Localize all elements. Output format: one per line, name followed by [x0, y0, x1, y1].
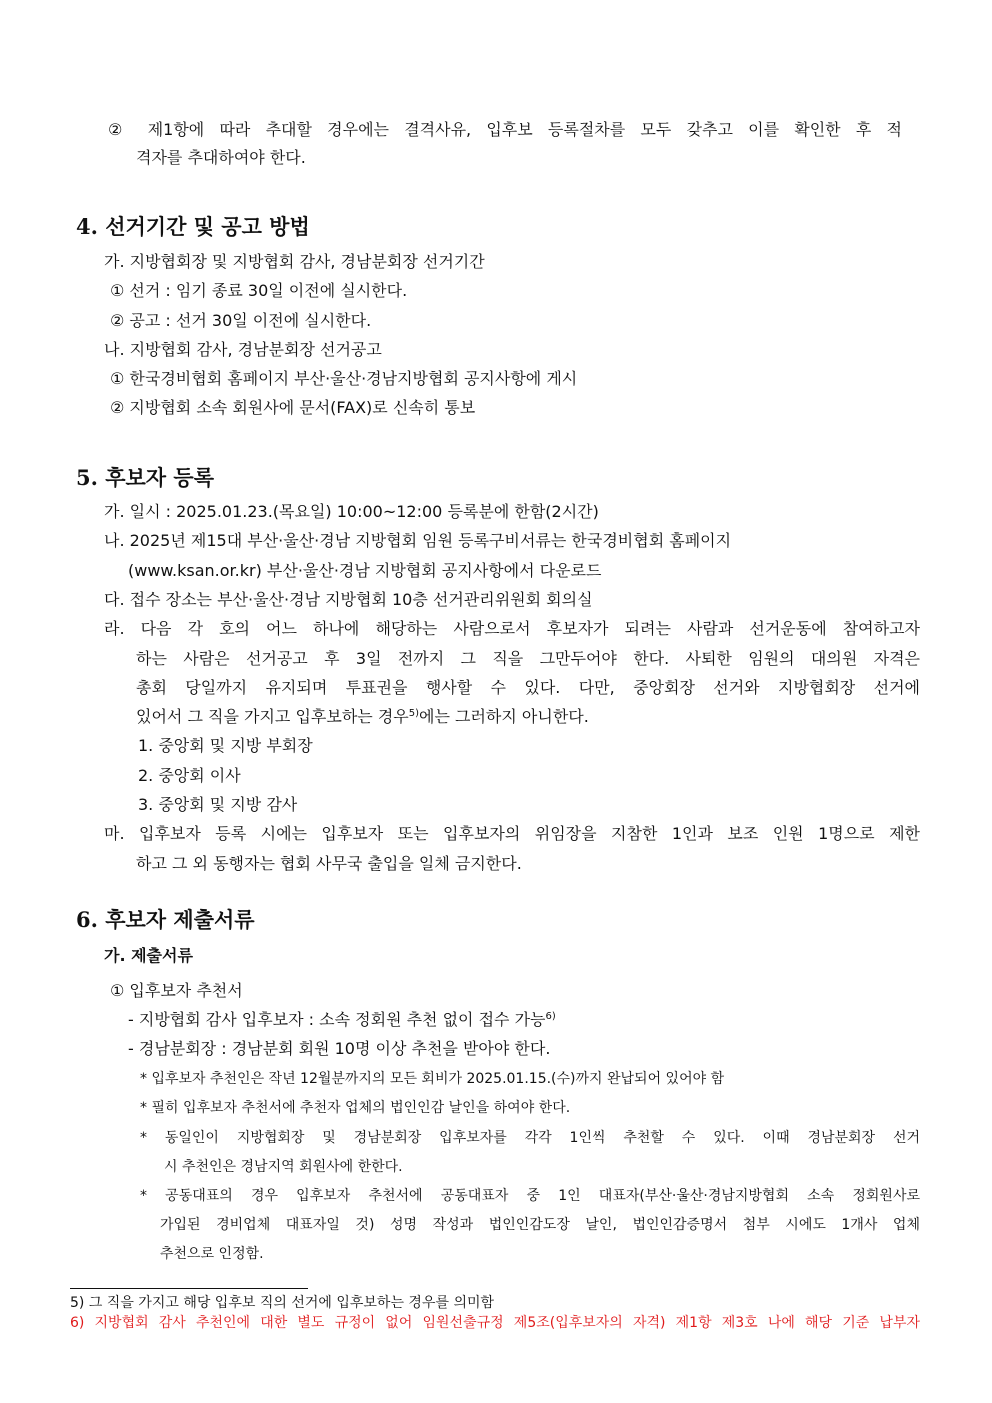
s4-ga: 가. 지방협회장 및 지방협회 감사, 경남분회장 선거기간	[104, 252, 485, 271]
s6-star1: * 입후보자 추천인은 작년 12월분까지의 모든 회비가 2025.01.15.(수)까지 완납되어 있어야 함	[140, 1071, 725, 1087]
s4-ga1: ① 선거 : 임기 종료 30일 이전에 실시한다.	[110, 281, 408, 300]
footnote-5: 5) 그 직을 가지고 해당 입후보 직의 선거에 입후보하는 경우를 의미함	[70, 1295, 495, 1311]
s5-ra-item3: 3. 중앙회 및 지방 감사	[138, 795, 298, 814]
s5-na-line1: 나. 2025년 제15대 부산·울산·경남 지방협회 임원 등록구비서류는 한국경비협회 홈페이지	[104, 531, 732, 550]
s5-ga: 가. 일시 : 2025.01.23.(목요일) 10:00~12:00 등록분에 한함(2시간)	[104, 502, 599, 521]
s5-ra-line3: 총회 당일까지 유지되며 투표권을 행사할 수 있다. 다만, 중앙회장 선거와 지방협회장 선거에	[136, 678, 920, 697]
s5-ma-line2: 하고 그 외 동행자는 협회 사무국 출입을 일체 금지한다.	[136, 854, 522, 873]
s5-ra-line4-tail: 에는 그러하지 아니한다.	[419, 707, 589, 726]
s6-star2: * 필히 입후보자 추천서에 추천자 업체의 법인인감 날인을 하여야 한다.	[140, 1100, 571, 1116]
s6-star3-line2: 시 추천인은 경남지역 회원사에 한한다.	[164, 1159, 403, 1175]
s5-da: 다. 접수 장소는 부산·울산·경남 지방협회 10층 선거관리위원회 회의실	[104, 590, 593, 609]
s6-ga1: ① 입후보자 추천서	[110, 981, 243, 1000]
s6-star4-line1: * 공동대표의 경우 입후보자 추천서에 공동대표자 중 1인 대표자(부산·울산·경남지방협회 소속 정회원사로	[140, 1188, 920, 1204]
s5-ra-item2: 2. 중앙회 이사	[138, 766, 241, 785]
s6-dash1-text: - 지방협회 감사 입후보자 : 소속 정회원 추천 없이 접수 가능	[128, 1010, 546, 1029]
s4-na1: ① 한국경비협회 홈페이지 부산·울산·경남지방협회 공지사항에 게시	[110, 369, 578, 388]
s6-ga: 가. 제출서류	[104, 946, 193, 965]
s5-ra-line2: 하는 사람은 선거공고 후 3일 전까지 그 직을 그만두어야 한다. 사퇴한 임원의 대의원 자격은	[136, 649, 920, 668]
s4-ga2: ② 공고 : 선거 30일 이전에 실시한다.	[110, 311, 372, 330]
s5-ra-line4-text: 있어서 그 직을 가지고 입후보하는 경우	[136, 707, 409, 726]
item2-line1: ② 제1항에 따라 추대할 경우에는 결격사유, 입후보 등록절차를 모두 갖추고 이를 확인한 후 적	[108, 120, 902, 139]
section6-heading: 6. 후보자 제출서류	[76, 907, 255, 932]
s6-dash1	[128, 1010, 556, 1033]
section5-heading: 5. 후보자 등록	[76, 465, 214, 490]
s5-ra-line4	[136, 707, 589, 730]
footnote-ref-5: 5)	[408, 708, 419, 719]
s6-star4-line3: 추천으로 인정함.	[160, 1246, 264, 1262]
s5-ma-line1: 마. 입후보자 등록 시에는 입후보자 또는 입후보자의 위임장을 지참한 1인과 보조 인원 1명으로 제한	[104, 824, 920, 843]
footnote-ref-6: 6)	[545, 1011, 556, 1022]
s4-na: 나. 지방협회 감사, 경남분회장 선거공고	[104, 340, 382, 359]
s5-na-line2: (www.ksan.or.kr) 부산·울산·경남 지방협회 공지사항에서 다운로드	[128, 561, 602, 580]
s4-na2: ② 지방협회 소속 회원사에 문서(FAX)로 신속히 통보	[110, 398, 476, 417]
section4-heading: 4. 선거기간 및 공고 방법	[76, 214, 310, 239]
s5-ra-line1: 라. 다음 각 호의 어느 하나에 해당하는 사람으로서 후보자가 되려는 사람과 선거운동에 참여하고자	[104, 619, 920, 638]
footnote-divider	[70, 1288, 308, 1289]
footnote-6: 6) 지방협회 감사 추천인에 대한 별도 규정이 없어 임원선출규정 제5조(입후보자의 자격) 제1항 제3호 나에 해당 기준 납부자	[70, 1315, 920, 1331]
item2-line2: 격자를 추대하여야 한다.	[136, 148, 306, 167]
s6-star3-line1: * 동일인이 지방협회장 및 경남분회장 입후보자를 각각 1인씩 추천할 수 있다. 이때 경남분회장 선거	[140, 1130, 920, 1146]
s5-ra-item1: 1. 중앙회 및 지방 부회장	[138, 736, 313, 755]
s6-dash2: - 경남분회장 : 경남분회 회원 10명 이상 추천을 받아야 한다.	[128, 1039, 551, 1058]
s6-star4-line2: 가입된 경비업체 대표자일 것) 성명 작성과 법인인감도장 날인, 법인인감증명서 첨부 시에도 1개사 업체	[160, 1217, 920, 1233]
